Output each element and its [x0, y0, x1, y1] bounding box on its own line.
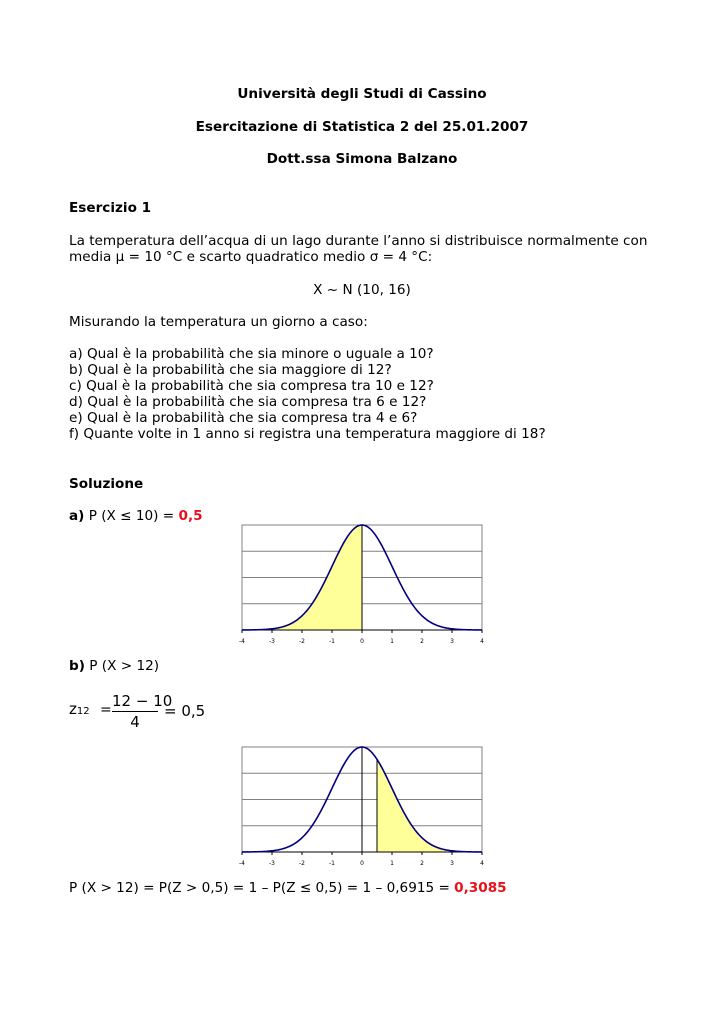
intro-line-1: La temperatura dell’acqua di un lago durante l’anno si distribuisce normalmente con [69, 233, 648, 249]
solution-a-result: 0,5 [178, 508, 203, 524]
solution-b [69, 658, 159, 674]
author: Dott.ssa Simona Balzano [266, 151, 458, 167]
x-tick-label: 4 [480, 638, 484, 645]
x-tick-label: -4 [239, 860, 245, 867]
fraction-bar [112, 711, 158, 712]
x-tick-label: 0 [360, 638, 364, 645]
question-c: c) Qual è la probabilità che sia compresa tra 10 e 12? [69, 378, 434, 394]
x-tick-label: -2 [299, 860, 305, 867]
solution-a [69, 508, 203, 524]
prompt: Misurando la temperatura un giorno a caso: [69, 314, 368, 330]
question-b: b) Qual è la probabilità che sia maggiore di 12? [69, 362, 392, 378]
solution-a-label: a) [69, 508, 85, 524]
x-tick-label: -1 [329, 638, 335, 645]
x-tick-label: 4 [480, 860, 484, 867]
question-d: d) Qual è la probabilità che sia compresa tra 6 e 12? [69, 394, 427, 410]
question-f: f) Quante volte in 1 anno si registra una temperatura maggiore di 18? [69, 426, 546, 442]
z-numerator: 12 − 10 [112, 692, 173, 710]
x-tick-label: 0 [360, 860, 364, 867]
x-tick-label: 3 [450, 860, 454, 867]
solution-b-final-expr: P (X > 12) = P(Z > 0,5) = 1 – P(Z ≤ 0,5) = 1 – 0,6915 = [69, 880, 455, 896]
solution-b-label: b) [69, 658, 85, 674]
x-tick-label: 1 [390, 638, 394, 645]
z-symbol: z [69, 700, 77, 718]
solution-heading: Soluzione [69, 476, 144, 492]
x-tick-label: -3 [269, 638, 275, 645]
intro-line-2: media μ = 10 °C e scarto quadratico medio σ = 4 °C: [69, 249, 433, 265]
solution-a-expr: P (X ≤ 10) = [84, 508, 179, 524]
distribution: X ~ N (10, 16) [313, 282, 411, 298]
z-denominator: 4 [130, 713, 140, 731]
z-formula [69, 700, 90, 718]
z-subscript: 12 [76, 706, 90, 717]
university-title: Università degli Studi di Cassino [237, 86, 487, 102]
x-tick-label: -2 [299, 638, 305, 645]
x-tick-label: -4 [239, 638, 245, 645]
x-tick-label: -3 [269, 860, 275, 867]
z-result: = 0,5 [164, 702, 206, 720]
solution-b-expr: P (X > 12) [84, 658, 160, 674]
x-tick-label: 2 [420, 638, 424, 645]
question-a: a) Qual è la probabilità che sia minore o uguale a 10? [69, 346, 434, 362]
normal-chart-b [232, 744, 490, 870]
normal-chart-a [232, 522, 490, 648]
solution-b-final [69, 880, 507, 896]
x-tick-label: -1 [329, 860, 335, 867]
question-e: e) Qual è la probabilità che sia compresa tra 4 e 6? [69, 410, 418, 426]
solution-b-final-result: 0,3085 [454, 880, 507, 896]
z-equals: = [100, 702, 112, 718]
exercise-heading: Esercizio 1 [69, 200, 152, 216]
x-tick-label: 3 [450, 638, 454, 645]
x-tick-label: 2 [420, 860, 424, 867]
exercise-title: Esercitazione di Statistica 2 del 25.01.2007 [195, 119, 529, 135]
x-tick-label: 1 [390, 860, 394, 867]
